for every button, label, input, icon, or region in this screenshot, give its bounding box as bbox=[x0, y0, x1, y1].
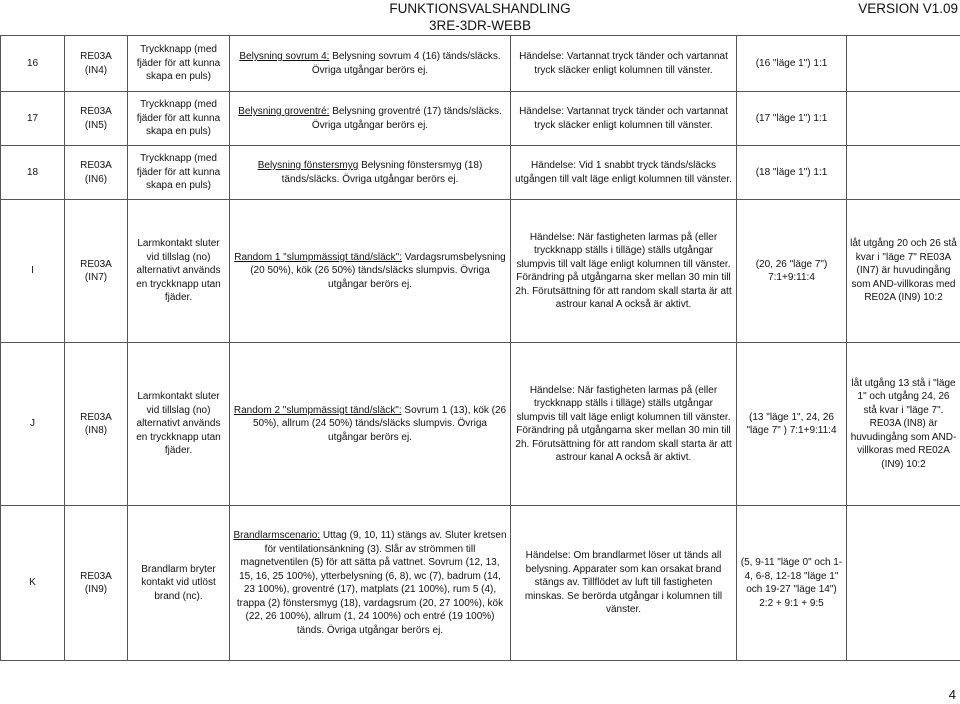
cell-event: Händelse: Om brandlarmet löser ut tänds all belysning. Apparater som kan orsakat brand stängs av. Tillflödet av luft till fastigheten minskas. Se berörda utgångar i kolumnen till vänster. bbox=[511, 506, 737, 661]
cell-channel: RE03A (IN5) bbox=[65, 92, 128, 146]
cell-id: K bbox=[1, 506, 65, 661]
cell-description bbox=[230, 92, 511, 146]
cell-mode: (18 "läge 1") 1:1 bbox=[737, 146, 847, 200]
cell-note bbox=[847, 92, 960, 146]
cell-input: Tryckknapp (med fjäder för att kunna skapa en puls) bbox=[128, 92, 230, 146]
description-text: Belysning fönstersmyg (18) tänds/släcks. Övriga utgångar berörs ej. bbox=[281, 160, 483, 185]
description-heading: Random 1 "slumpmässigt tänd/släck": bbox=[234, 251, 402, 263]
document-title bbox=[380, 0, 580, 34]
table-row bbox=[1, 92, 960, 146]
table-row bbox=[1, 200, 960, 343]
table-row bbox=[1, 506, 960, 661]
cell-input: Tryckknapp (med fjäder för att kunna skapa en puls) bbox=[128, 146, 230, 200]
cell-channel: RE03A (IN8) bbox=[65, 343, 128, 506]
cell-event: Händelse: När fastigheten larmas på (eller tryckknapp ställs i tilläge) ställs utgångar slumpvis till valt läge enligt kolumnen till vänster. Förändring på utgångarna sker mellan 30 min till 2h. Förutsättning för att random skall starta är att astrour kanal A också är aktivt. bbox=[511, 200, 737, 343]
description-heading: Belysning sovrum 4: bbox=[239, 51, 330, 62]
description-heading: Brandlarmscenario: bbox=[233, 530, 321, 541]
description-text: Belysning groventré (17) tänds/släcks. Övriga utgångar berörs ej. bbox=[311, 106, 502, 131]
cell-id: 18 bbox=[1, 146, 65, 200]
table-row bbox=[1, 36, 960, 92]
version-label: VERSION V1.09 bbox=[858, 1, 958, 16]
cell-id: I bbox=[1, 200, 65, 343]
cell-input: Tryckknapp (med fjäder för att kunna skapa en puls) bbox=[128, 36, 230, 92]
cell-note: låt utgång 13 stå i "läge 1" och utgång 24, 26 stå kvar i "läge 7". RE03A (IN8) är huvudingång som AND-villkoras med RE02A (IN9) 10:2 bbox=[847, 343, 960, 506]
cell-note bbox=[847, 146, 960, 200]
cell-description bbox=[230, 343, 511, 506]
cell-id: 17 bbox=[1, 92, 65, 146]
cell-description bbox=[230, 200, 511, 343]
cell-note bbox=[847, 506, 960, 661]
description-heading: Belysning fönstersmyg bbox=[257, 160, 359, 171]
cell-channel: RE03A (IN4) bbox=[65, 36, 128, 92]
description-text: Vardagsrumsbelysning (20 50%), kök (26 50%) tänds/släcks slumpvis. Övriga utgångar berörs ej. bbox=[250, 251, 506, 290]
cell-description bbox=[230, 146, 511, 200]
function-table bbox=[0, 35, 960, 661]
cell-event: Händelse: När fastigheten larmas på (eller tryckknapp ställs i tilläge) ställs utgångar slumpvis till valt läge enligt kolumnen till vänster. Förändring på utgångarna sker mellan 30 min till 2h. Förutsättning för att random skall starta är att astrour kanal A också är aktivt. bbox=[511, 343, 737, 506]
cell-id: 16 bbox=[1, 36, 65, 92]
cell-note: låt utgång 20 och 26 stå kvar i "läge 7" RE03A (IN7) är huvudingång som AND-villkoras med RE02A (IN9) 10:2 bbox=[847, 200, 960, 343]
cell-event: Händelse: Vartannat tryck tänder och vartannat tryck släcker enligt kolumnen till vänster. bbox=[511, 92, 737, 146]
cell-channel: RE03A (IN9) bbox=[65, 506, 128, 661]
description-text: Uttag (9, 10, 11) stängs av. Sluter kretsen för ventilationsänkning (3). Slår av strömmen till magnetventilen (5) för att sätta på vattnet. Sovrum (12, 13, 15, 16, 25 100%), ytterbelysning (6, 8), wc (7), badrum (14, 23 100%), groventré (17), matplats (21 100%), rum 5 (4), trappa (2) fönstersmyg (18), vardagsrum (20, 27 100%), kök (22, 26 100%), allrum (1, 24 100%) och entré (19 100%) tänds. Övriga utgångar berörs ej. bbox=[236, 530, 507, 636]
cell-channel: RE03A (IN7) bbox=[65, 200, 128, 343]
cell-mode: (17 "läge 1") 1:1 bbox=[737, 92, 847, 146]
cell-event: Händelse: Vid 1 snabbt tryck tänds/släcks utgången till valt läge enligt kolumnen till vänster. bbox=[511, 146, 737, 200]
cell-event: Händelse: Vartannat tryck tänder och vartannat tryck släcker enligt kolumnen till vänster. bbox=[511, 36, 737, 92]
cell-mode: (20, 26 "läge 7") 7:1+9:11:4 bbox=[737, 200, 847, 343]
description-heading: Belysning groventré: bbox=[238, 106, 330, 117]
description-text: Sovrum 1 (13), kök (26 50%), allrum (24 50%) tänds/släcks slumpvis. Övriga utgångar berörs ej. bbox=[253, 404, 507, 443]
document-title-line1: FUNKTIONSVALSHANDLING bbox=[389, 1, 571, 16]
page-number: 4 bbox=[948, 687, 956, 702]
cell-description bbox=[230, 36, 511, 92]
description-text: Belysning sovrum 4 (16) tänds/släcks. Övriga utgångar berörs ej. bbox=[311, 51, 501, 76]
cell-input: Brandlarm bryter kontakt vid utlöst brand (nc). bbox=[128, 506, 230, 661]
table-row bbox=[1, 146, 960, 200]
description-heading: Random 2 "slumpmässigt tänd/släck": bbox=[233, 404, 402, 416]
table-row bbox=[1, 343, 960, 506]
cell-id: J bbox=[1, 343, 65, 506]
cell-note bbox=[847, 36, 960, 92]
cell-channel: RE03A (IN6) bbox=[65, 146, 128, 200]
document-title-line2: 3RE-3DR-WEBB bbox=[428, 18, 531, 33]
cell-description bbox=[230, 506, 511, 661]
cell-mode: (16 "läge 1") 1:1 bbox=[737, 36, 847, 92]
cell-input: Larmkontakt sluter vid tillslag (no) alternativt används en tryckknapp utan fjäder. bbox=[128, 200, 230, 343]
cell-mode: (13 "läge 1", 24, 26 "läge 7" ) 7:1+9:11:4 bbox=[737, 343, 847, 506]
cell-mode: (5, 9-11 "läge 0" och 1-4, 6-8, 12-18 "läge 1" och 19-27 "läge 14") 2:2 + 9:1 + 9:5 bbox=[737, 506, 847, 661]
cell-input: Larmkontakt sluter vid tillslag (no) alternativt används en tryckknapp utan fjäder. bbox=[128, 343, 230, 506]
